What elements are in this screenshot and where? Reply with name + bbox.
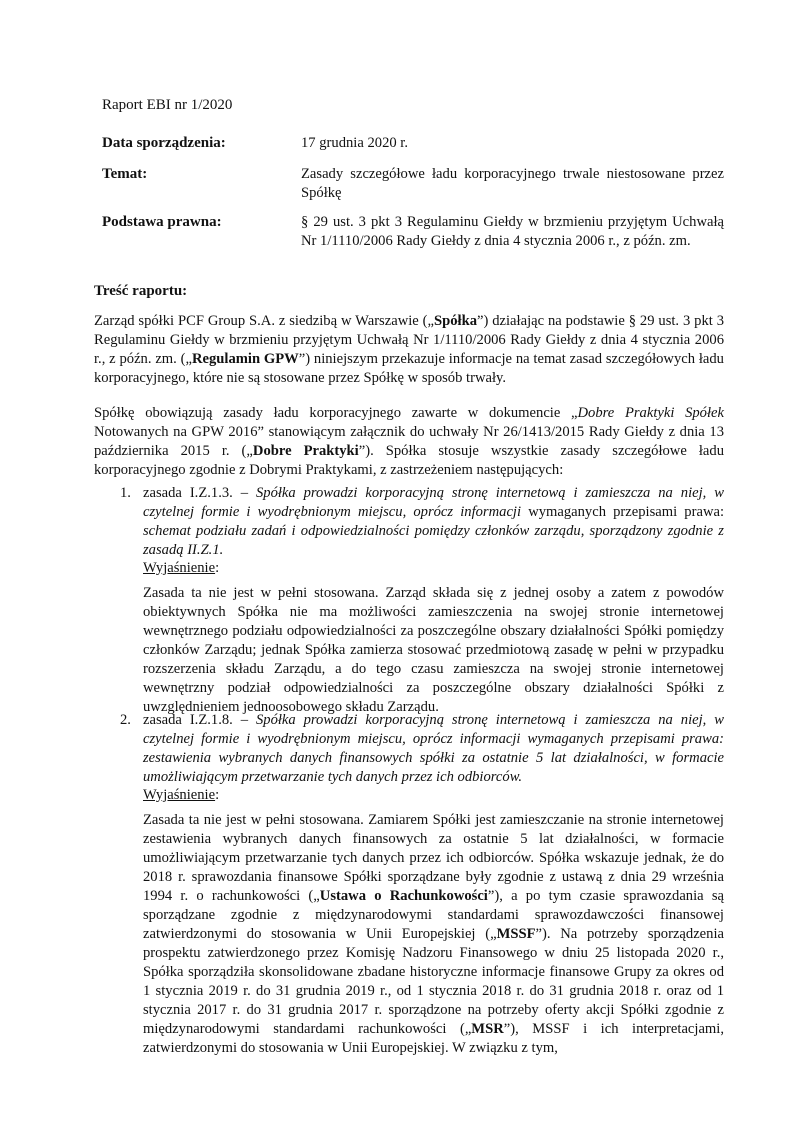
document-title: Dobre Praktyki Spółek	[577, 405, 724, 421]
text: Spółkę obowiązują zasady ładu korporacyjnego zawarte w dokumencie „	[94, 405, 578, 421]
date-value: 17 grudnia 2020 r.	[301, 135, 409, 151]
rule-text: schemat podziału zadań i odpowiedzialności pomiędzy członków zarządu, sporządzony zgodnie z zasadą II.Z.1.	[143, 523, 724, 558]
text: ”), a po tym czasie sprawozdania są sporządzane zgodnie z międzynarodowymi standardami sprawozdawczości finansowej zatwierdzonymi do stosowania w Unii Europejskiej („	[143, 888, 725, 942]
text: Notowanych na GPW 2016” stanowiącym załącznik do uchwały Nr 26/1413/2015 Rady Giełdy z dnia 13 października 2015 r. („	[94, 424, 724, 459]
legal-basis-label: Podstawa prawna:	[102, 214, 222, 230]
text: ”). Spółka stosuje wszystkie zasady szczegółowe ładu korporacyjnego zgodnie z Dobrymi Praktykami, z zastrzeżeniem następujących:	[94, 443, 724, 478]
rule-text: wymaganych przepisami prawa:	[521, 504, 725, 520]
text: ”). Na potrzeby sporządzenia prospektu zatwierdzonego przez Komisję Nadzoru Finansowego w dniu 25 listopada 2020 r., Spółka sporządziła skonsolidowane zbadane historyczne informacje finansowe Grupy za okres od 1 stycznia 2019 r. do 31 grudnia 2019 r., od 1 stycznia 2018 r. do 31 grudnia 2018 r. oraz od 1 stycznia 2017 r. do 31 grudnia 2017 r. sporządzone na potrzeby oferty akcji Spółki zgodnie z międzynarodowymi standardami rachunkowości („	[143, 926, 724, 1037]
colon: :	[215, 560, 220, 576]
defined-term-msr: MSR	[471, 1021, 504, 1037]
defined-term-mssf: MSSF	[496, 926, 536, 942]
explanation-label: Wyjaśnienie	[143, 560, 216, 576]
defined-term-ustawa: Ustawa o Rachunkowości	[319, 888, 488, 904]
text: Zarząd spółki PCF Group S.A. z siedzibą w Warszawie („	[94, 313, 434, 329]
rule-i-z-1-8	[143, 711, 724, 787]
rule-id: zasada I.Z.1.8. –	[143, 712, 256, 728]
text: ”), MSSF i ich interpretacjami, zatwierdzonymi do stosowania w Unii Europejskiej. W związku z tym,	[143, 1021, 724, 1056]
list-item-number: 2.	[120, 712, 131, 728]
defined-term-dobre-praktyki: Dobre Praktyki	[252, 443, 359, 459]
colon: :	[215, 787, 220, 803]
good-practices-paragraph	[94, 404, 724, 480]
rule-text: Spółka prowadzi korporacyjną stronę internetową i zamieszcza na niej, w czytelnej formie i wyodrębnionym miejscu, oprócz informacji	[143, 485, 724, 520]
date-label: Data sporządzenia:	[102, 135, 226, 151]
report-number: Raport EBI nr 1/2020	[102, 97, 233, 113]
explanation-1: Zasada ta nie jest w pełni stosowana. Zarząd składa się z jednej osoby a zatem z powodów obiektywnych Spółka nie ma możliwości zamieszczenia na swojej stronie internetowej wewnętrznego podziału odpowiedzialności za poszczególne obszary działalności Spółki pomiędzy członków Zarządu; jednak Spółka zamierza stosować przedmiotową zasadę w pełni w przypadku rozszerzenia składu Zarządu, a do tego czasu zamieszcza na swojej stronie internetowej wewnętrzny podział odpowiedzialności za poszczególne obszary działalności Spółki z uwzględnieniem jednoosobowego składu Zarządu.	[143, 585, 724, 715]
explanation-2	[143, 811, 724, 1058]
explanation-label: Wyjaśnienie	[143, 787, 216, 803]
text: Zasada ta nie jest w pełni stosowana. Zamiarem Spółki jest zamieszczanie na stronie internetowej zestawienia wybranych danych finansowych za ostatnie 5 lat działalności, w formacie umożliwiającym przetwarzanie tych danych przez ich odbiorców. Spółka wskazuje jednak, że do 2018 r. sprawozdania finansowe Spółki sporządzane były zgodnie z ustawą z dnia 29 września 1994 r. o rachunkowości („	[143, 812, 724, 904]
text: ”) działając na podstawie § 29 ust. 3 pkt 3 Regulaminu Giełdy w brzmieniu przyjętym Uchwałą Nr 1/1110/2006 Rady Giełdy z dnia 4 stycznia 2006 r., z późn. zm. („	[94, 313, 724, 367]
rule-id: zasada I.Z.1.3. –	[143, 485, 256, 501]
intro-paragraph	[94, 312, 724, 388]
text: ”) niniejszym przekazuje informacje na temat zasad szczegółowych ładu korporacyjnego, które nie są stosowane przez Spółkę w sposób trwały.	[94, 351, 724, 386]
explanation-heading	[143, 559, 724, 578]
rule-text: Spółka prowadzi korporacyjną stronę internetową i zamieszcza na niej, w czytelnej formie i wyodrębnionym miejscu, oprócz informacji wymaganych przepisami prawa: zestawienia wybranych danych finansowych spółki za ostatnie 5 lat działalności, w formacie umożliwiającym przetwarzanie tych danych przez ich odbiorców.	[143, 712, 724, 785]
subject-label: Temat:	[102, 166, 148, 182]
content-heading: Treść raportu:	[94, 283, 188, 299]
defined-term-spolka: Spółka	[434, 313, 477, 329]
explanation-heading	[143, 786, 724, 805]
subject-value: Zasady szczegółowe ładu korporacyjnego trwale niestosowane przez Spółkę	[301, 166, 724, 201]
rule-i-z-1-3	[143, 484, 724, 560]
list-item-number: 1.	[120, 485, 131, 501]
legal-basis-value: § 29 ust. 3 pkt 3 Regulaminu Giełdy w brzmieniu przyjętym Uchwałą Nr 1/1110/2006 Rady Giełdy z dnia 4 stycznia 2006 r., z późn. zm.	[301, 214, 724, 249]
defined-term-regulamin-gpw: Regulamin GPW	[191, 351, 299, 367]
